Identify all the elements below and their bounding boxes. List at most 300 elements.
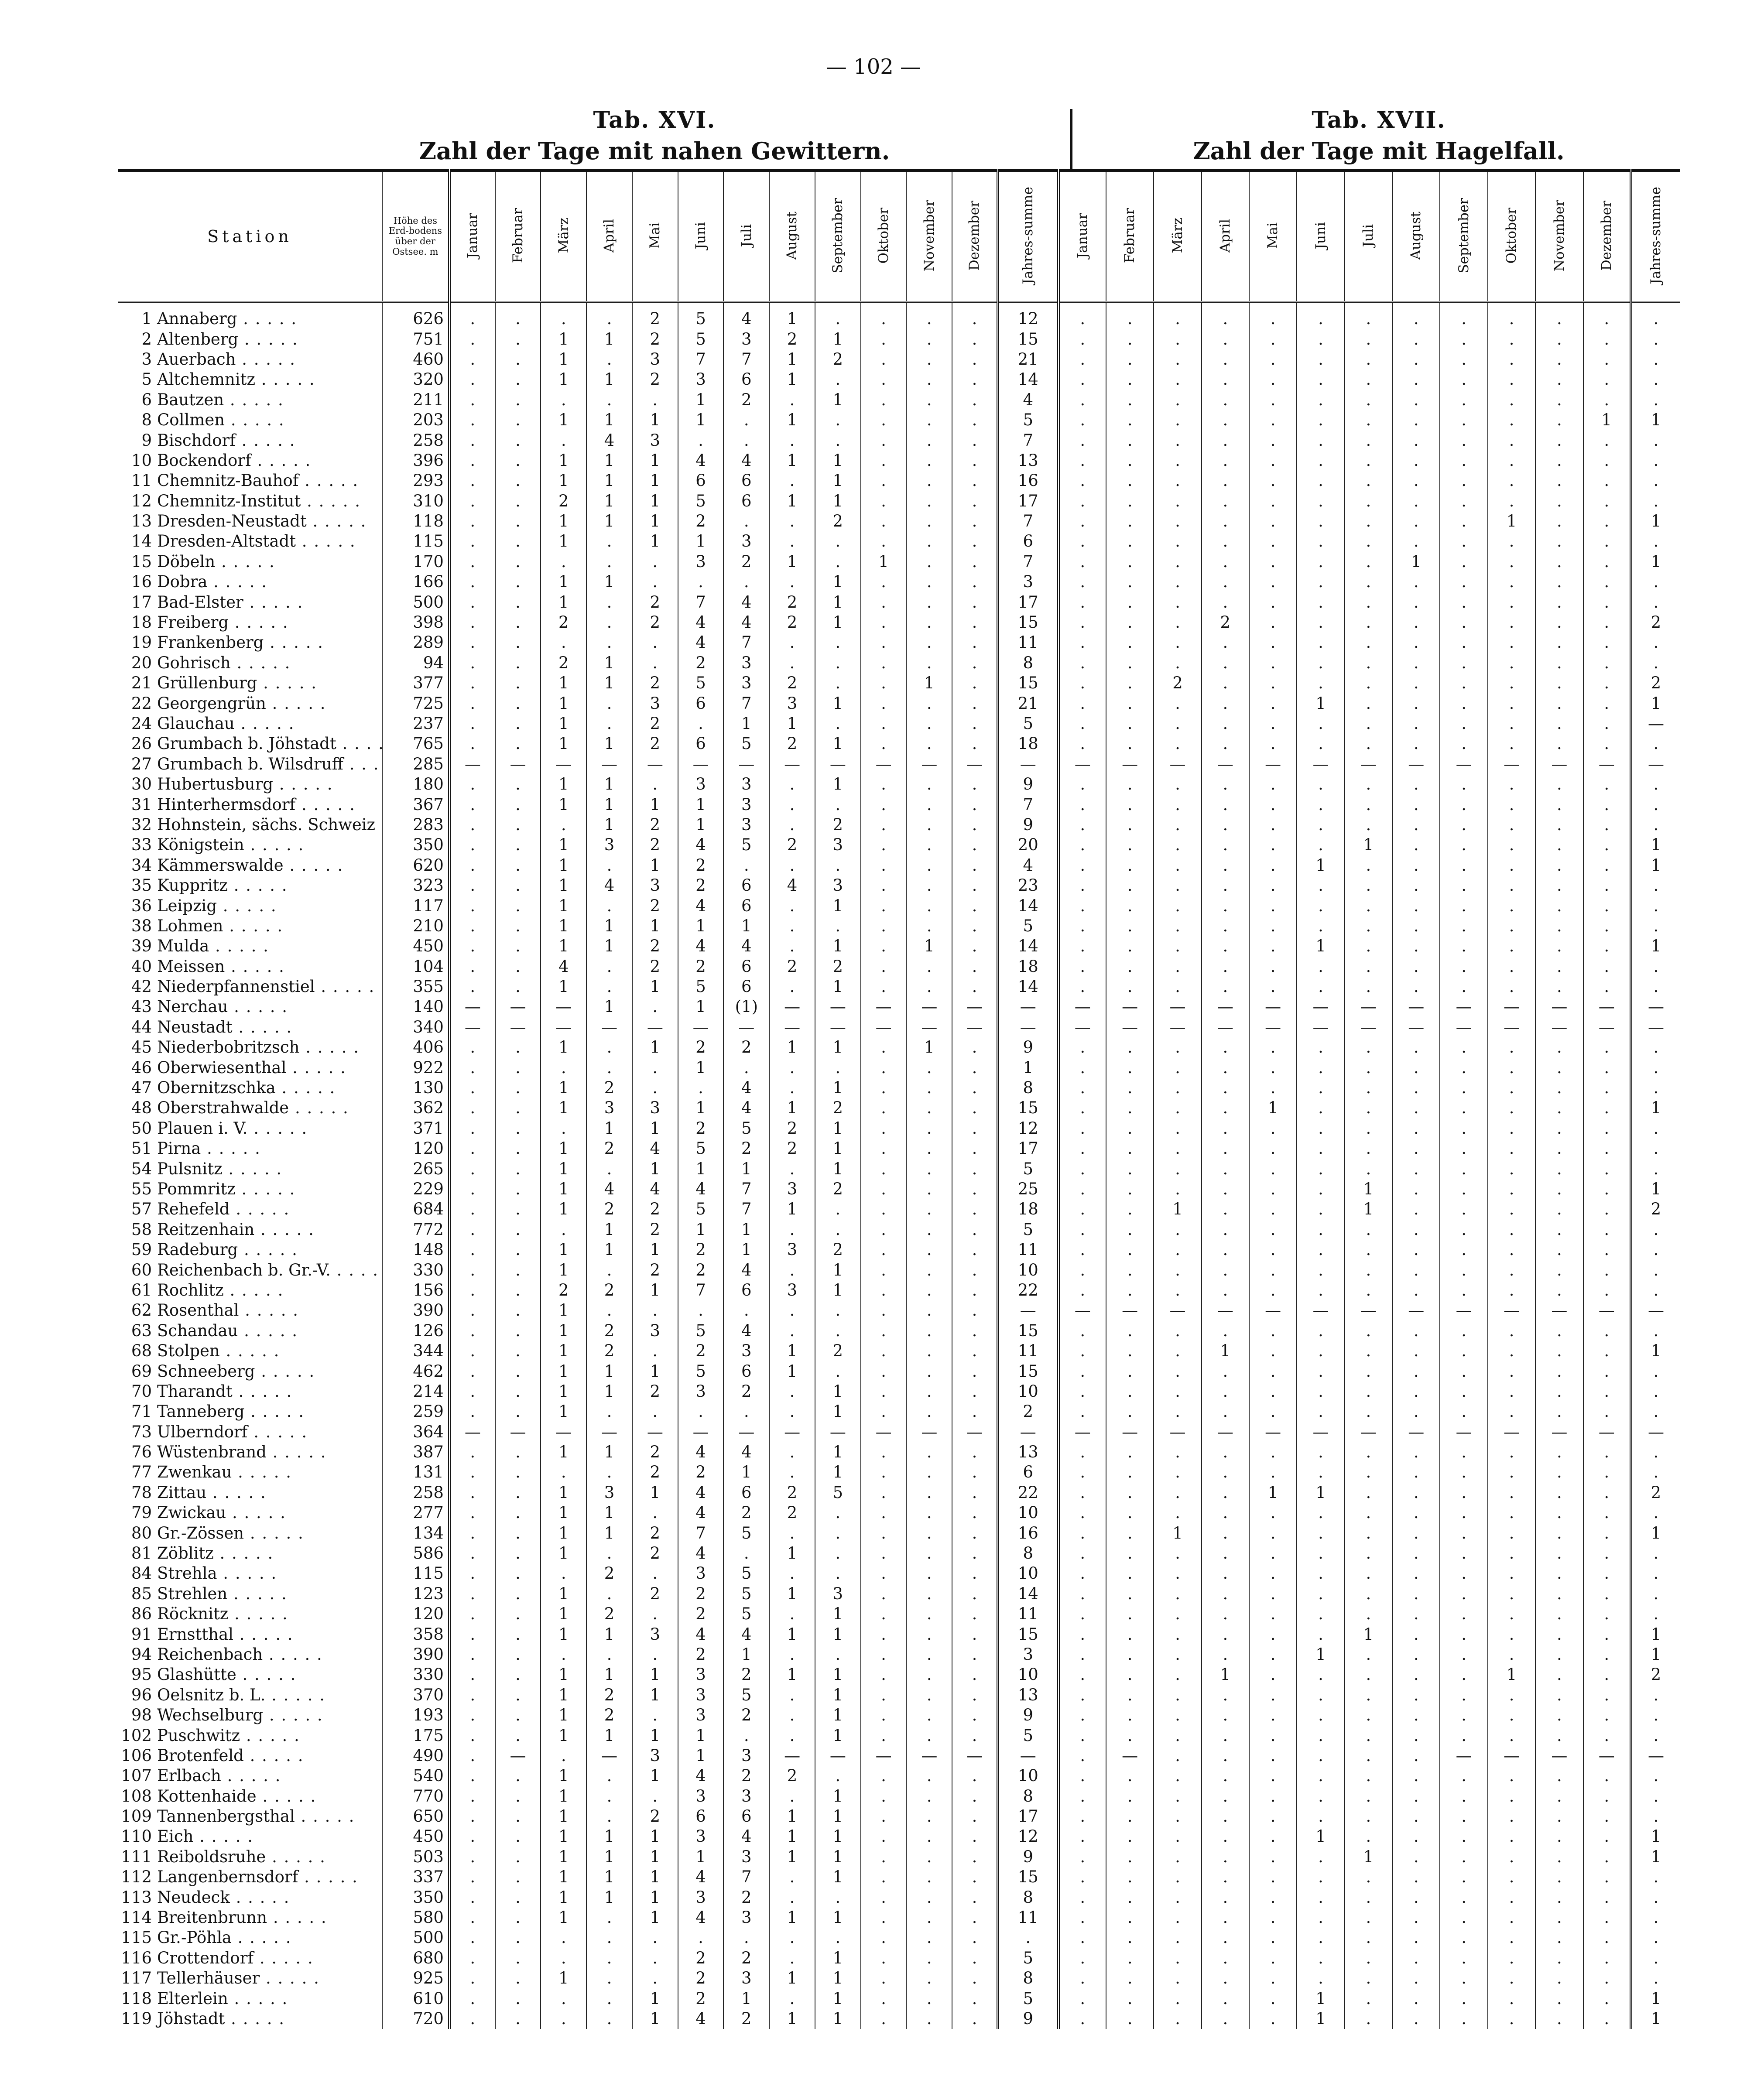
jahressumme-cell: 23 (998, 876, 1058, 896)
value-cell: 1 (769, 1584, 815, 1604)
value-cell: . (1249, 1321, 1297, 1341)
station-name: Bockendorf . . (157, 451, 311, 470)
station-name: Niederpfannenstiel . . (157, 977, 375, 996)
value-cell: . (861, 531, 907, 551)
value-cell: . (861, 471, 907, 491)
value-cell: . (952, 693, 998, 713)
value-cell: . (1249, 1523, 1297, 1543)
station-number: 48 (131, 1098, 152, 1118)
value-cell: . (1058, 1179, 1106, 1199)
value-cell: . (1535, 977, 1583, 997)
station-cell (118, 673, 382, 693)
value-cell: 5 (678, 1199, 724, 1219)
value-cell: . (449, 1645, 495, 1665)
value-cell: — (1583, 997, 1631, 1017)
value-cell: . (1392, 612, 1440, 633)
jahressumme-cell: 15 (998, 1361, 1058, 1381)
station-name: Wüstenbrand . . (157, 1443, 327, 1461)
hoehe-cell: 540 (382, 1766, 449, 1786)
value-cell: . (1202, 1361, 1249, 1381)
value-cell: . (632, 1300, 678, 1320)
value-cell: . (906, 471, 952, 491)
value-cell: 1 (541, 451, 586, 471)
jahressumme-cell: 8 (998, 1968, 1058, 1988)
value-cell: . (678, 572, 724, 592)
value-cell: . (1202, 1786, 1249, 1806)
jahressumme-cell: 17 (998, 1139, 1058, 1159)
value-cell: . (1249, 430, 1297, 450)
value-cell: . (1535, 714, 1583, 734)
hoehe-cell: 650 (382, 1806, 449, 1826)
station-number: 24 (131, 714, 152, 733)
value-cell: . (1440, 1948, 1487, 1968)
value-cell: . (952, 1705, 998, 1725)
value-cell: . (1488, 1280, 1535, 1300)
value-cell: 1 (586, 815, 632, 835)
gew-header-month-10-label: November (921, 199, 937, 272)
value-cell: . (541, 1746, 586, 1766)
station-name: Rosenthal . . (157, 1301, 299, 1320)
gew-header-month-10 (906, 171, 952, 302)
station-number: 12 (131, 491, 152, 510)
value-cell: . (1583, 1462, 1631, 1482)
value-cell: — (1488, 997, 1535, 1017)
value-cell: . (1154, 1078, 1201, 1098)
value-cell: . (1249, 1503, 1297, 1523)
value-cell: . (449, 1341, 495, 1361)
value-cell: . (1202, 774, 1249, 794)
value-cell: . (1154, 511, 1201, 531)
station-number: 33 (131, 835, 152, 855)
value-cell: 4 (678, 1179, 724, 1199)
value-cell: . (769, 1563, 815, 1584)
value-cell: . (1440, 1665, 1487, 1685)
value-cell: . (495, 734, 541, 754)
jahressumme-cell: 14 (998, 977, 1058, 997)
value-cell: . (1249, 1037, 1297, 1057)
value-cell: 1 (815, 977, 861, 997)
value-cell: . (1488, 1199, 1535, 1219)
value-cell: . (1392, 835, 1440, 855)
value-cell: . (495, 977, 541, 997)
value-cell: . (1345, 1139, 1392, 1159)
hoehe-cell: 170 (382, 552, 449, 572)
table-row (118, 997, 1680, 1017)
value-cell: . (861, 1159, 907, 1179)
station-name: Oberstrahwalde . . (157, 1098, 349, 1117)
station-name: Leipzig . . (157, 896, 277, 915)
value-cell: . (495, 1543, 541, 1563)
station-number: 117 (121, 1969, 152, 1988)
value-cell: . (449, 815, 495, 835)
value-cell: — (952, 1017, 998, 1037)
jahressumme-cell: 11 (998, 633, 1058, 653)
value-cell: . (1297, 1685, 1344, 1705)
value-cell: . (1583, 2009, 1631, 2029)
value-cell: 6 (723, 896, 769, 916)
jahressumme-cell: . (1631, 1037, 1680, 1057)
value-cell: . (1058, 835, 1106, 855)
value-cell: . (1583, 1645, 1631, 1665)
value-cell: . (1202, 1402, 1249, 1422)
value-cell: — (632, 1422, 678, 1442)
value-cell: . (1154, 1159, 1201, 1179)
value-cell: — (1249, 1422, 1297, 1442)
value-cell: . (495, 1240, 541, 1260)
value-cell: . (952, 977, 998, 997)
value-cell: . (1392, 1483, 1440, 1503)
value-cell: . (586, 1057, 632, 1077)
value-cell: 2 (632, 957, 678, 977)
value-cell: 6 (723, 977, 769, 997)
value-cell: 2 (723, 1382, 769, 1402)
value-cell: . (1345, 876, 1392, 896)
value-cell: . (1202, 1928, 1249, 1948)
value-cell: . (1535, 1078, 1583, 1098)
value-cell: . (1154, 1968, 1201, 1988)
value-cell: . (1058, 916, 1106, 936)
value-cell: 3 (723, 531, 769, 551)
value-cell: . (1058, 1543, 1106, 1563)
value-cell: . (1583, 1604, 1631, 1624)
station-number: 61 (131, 1280, 152, 1300)
value-cell: 1 (769, 1908, 815, 1928)
value-cell: . (449, 1118, 495, 1139)
station-name: Reichenbach . . (157, 1645, 323, 1664)
value-cell: . (1106, 1260, 1154, 1280)
value-cell: 1 (815, 1988, 861, 2008)
value-cell: . (952, 302, 998, 329)
value-cell: 2 (815, 511, 861, 531)
value-cell: . (723, 430, 769, 450)
value-cell: . (449, 390, 495, 410)
hagel-header-jahressumme (1631, 171, 1680, 302)
value-cell: . (1535, 1988, 1583, 2008)
value-cell: . (1106, 410, 1154, 430)
value-cell: . (495, 794, 541, 814)
value-cell: 1 (586, 369, 632, 390)
value-cell: 1 (632, 977, 678, 997)
value-cell: 1 (541, 349, 586, 369)
value-cell: . (1583, 1523, 1631, 1543)
hoehe-cell: 770 (382, 1786, 449, 1806)
jahressumme-cell: — (998, 754, 1058, 774)
value-cell: 2 (723, 1766, 769, 1786)
gew-header-month-9 (861, 171, 907, 302)
value-cell: 1 (769, 2009, 815, 2029)
value-cell: . (449, 491, 495, 511)
station-cell (118, 531, 382, 551)
value-cell: 3 (678, 1665, 724, 1685)
station-name: Kottenhaide . . (157, 1787, 316, 1806)
value-cell: . (1345, 1908, 1392, 1928)
value-cell: . (1297, 1948, 1344, 1968)
value-cell: . (769, 1462, 815, 1482)
value-cell: — (723, 754, 769, 774)
value-cell: . (1440, 471, 1487, 491)
value-cell: . (906, 2009, 952, 2029)
value-cell: . (1249, 451, 1297, 471)
value-cell: . (1345, 491, 1392, 511)
value-cell: . (1154, 896, 1201, 916)
value-cell: — (815, 1017, 861, 1037)
value-cell: . (586, 592, 632, 612)
value-cell: . (1154, 633, 1201, 653)
value-cell: — (1249, 997, 1297, 1017)
value-cell: . (1440, 1847, 1487, 1867)
value-cell: . (815, 1523, 861, 1543)
value-cell: . (1392, 369, 1440, 390)
station-cell (118, 1483, 382, 1503)
value-cell: . (1154, 693, 1201, 713)
value-cell: . (952, 1037, 998, 1057)
value-cell: 1 (1297, 1483, 1344, 1503)
table-body (118, 302, 1680, 2029)
value-cell: . (1154, 1321, 1201, 1341)
jahressumme-cell: . (1631, 1786, 1680, 1806)
value-cell: 3 (678, 369, 724, 390)
value-cell: 2 (815, 1098, 861, 1118)
jahressumme-cell: . (998, 1928, 1058, 1948)
value-cell: . (1345, 612, 1392, 633)
value-cell: 2 (586, 1341, 632, 1361)
value-cell: 1 (815, 1665, 861, 1685)
value-cell: . (449, 1483, 495, 1503)
value-cell: 3 (678, 1685, 724, 1705)
value-cell: — (906, 754, 952, 774)
value-cell: . (1058, 936, 1106, 956)
value-cell: 1 (678, 1098, 724, 1118)
value-cell: . (1583, 936, 1631, 956)
station-number: 50 (131, 1118, 152, 1138)
jahressumme-cell: . (1631, 1057, 1680, 1077)
hoehe-cell: 720 (382, 2009, 449, 2029)
value-cell: . (632, 1928, 678, 1948)
value-cell: . (1392, 633, 1440, 653)
value-cell: . (1202, 552, 1249, 572)
value-cell: — (541, 1017, 586, 1037)
value-cell: — (632, 1017, 678, 1037)
value-cell: . (1249, 1645, 1297, 1665)
value-cell: — (541, 1422, 586, 1442)
value-cell: 4 (723, 612, 769, 633)
value-cell: . (1202, 491, 1249, 511)
value-cell: . (1488, 1563, 1535, 1584)
table-row (118, 552, 1680, 572)
value-cell: . (952, 1948, 998, 1968)
value-cell: . (1345, 390, 1392, 410)
value-cell: . (1392, 1584, 1440, 1604)
value-cell: . (449, 693, 495, 713)
value-cell: . (1058, 612, 1106, 633)
jahressumme-cell: . (1631, 1260, 1680, 1280)
table-row (118, 451, 1680, 471)
value-cell: 4 (678, 1483, 724, 1503)
value-cell: . (1488, 835, 1535, 855)
value-cell: — (1440, 997, 1487, 1017)
value-cell: . (1106, 1341, 1154, 1361)
value-cell: . (1154, 1240, 1201, 1260)
table-row (118, 1118, 1680, 1139)
station-number: 85 (131, 1584, 152, 1603)
value-cell: . (861, 1260, 907, 1280)
table-row (118, 1382, 1680, 1402)
value-cell: — (1583, 1017, 1631, 1037)
value-cell: . (1440, 1543, 1487, 1563)
value-cell: . (952, 471, 998, 491)
value-cell: . (1106, 552, 1154, 572)
station-number: 36 (131, 896, 152, 915)
value-cell: . (1488, 430, 1535, 450)
value-cell: — (906, 1017, 952, 1037)
value-cell: . (1440, 531, 1487, 551)
value-cell: . (1583, 471, 1631, 491)
value-cell: . (1202, 1037, 1249, 1057)
value-cell: . (1154, 1139, 1201, 1159)
station-cell (118, 2009, 382, 2029)
table-row (118, 1321, 1680, 1341)
value-cell: . (1392, 1382, 1440, 1402)
value-cell: . (1535, 430, 1583, 450)
value-cell: . (1440, 1624, 1487, 1644)
value-cell: . (1440, 1908, 1487, 1928)
value-cell: — (906, 997, 952, 1017)
value-cell: 1 (632, 511, 678, 531)
value-cell: . (495, 369, 541, 390)
station-cell (118, 633, 382, 653)
value-cell: — (1392, 1017, 1440, 1037)
station-number: 32 (131, 815, 152, 834)
value-cell: 1 (678, 815, 724, 835)
value-cell: . (1488, 633, 1535, 653)
value-cell: — (541, 754, 586, 774)
station-name: Plauen i. V. . . (157, 1119, 308, 1138)
value-cell: . (815, 1766, 861, 1786)
table-row (118, 612, 1680, 633)
table-row (118, 1017, 1680, 1037)
value-cell: . (1583, 1705, 1631, 1725)
value-cell: . (1058, 794, 1106, 814)
jahressumme-cell: 17 (998, 491, 1058, 511)
value-cell: . (1154, 977, 1201, 997)
value-cell: . (1249, 1199, 1297, 1219)
value-cell: . (1154, 734, 1201, 754)
value-cell: 1 (541, 531, 586, 551)
value-cell: . (449, 1806, 495, 1826)
value-cell: . (952, 1139, 998, 1159)
value-cell: 2 (769, 329, 815, 349)
hoehe-cell: 450 (382, 936, 449, 956)
value-cell: . (1488, 936, 1535, 956)
value-cell: . (1583, 835, 1631, 855)
value-cell: . (1488, 1220, 1535, 1240)
value-cell: . (1583, 1280, 1631, 1300)
value-cell: — (1154, 754, 1201, 774)
value-cell: — (632, 754, 678, 774)
value-cell: . (1392, 916, 1440, 936)
value-cell: 1 (632, 1908, 678, 1928)
value-cell: 5 (815, 1483, 861, 1503)
station-name: Radeburg . . (157, 1240, 298, 1259)
value-cell: 5 (723, 1118, 769, 1139)
value-cell: . (1058, 1483, 1106, 1503)
value-cell: . (1106, 451, 1154, 471)
value-cell: . (952, 653, 998, 673)
value-cell: . (1440, 977, 1487, 997)
jahressumme-cell: 1 (1631, 1645, 1680, 1665)
value-cell: 1 (586, 329, 632, 349)
value-cell: 1 (723, 916, 769, 936)
value-cell: . (1297, 714, 1344, 734)
value-cell: . (1535, 1220, 1583, 1240)
value-cell: . (495, 896, 541, 916)
station-name: Ernstthal . . (157, 1625, 294, 1644)
value-cell: . (1249, 1665, 1297, 1685)
value-cell: . (1440, 1260, 1487, 1280)
station-number: 17 (131, 592, 152, 612)
value-cell: 1 (678, 1847, 724, 1867)
value-cell: . (495, 552, 541, 572)
value-cell: . (1154, 1705, 1201, 1725)
station-cell (118, 1220, 382, 1240)
value-cell: 1 (815, 1826, 861, 1847)
station-number: 43 (131, 997, 152, 1016)
value-cell: . (1440, 957, 1487, 977)
value-cell: . (861, 511, 907, 531)
jahressumme-cell: 4 (998, 390, 1058, 410)
station-cell (118, 1402, 382, 1422)
value-cell: . (1583, 1624, 1631, 1644)
value-cell: . (1535, 1341, 1583, 1361)
value-cell: . (906, 1543, 952, 1563)
jahressumme-cell: 6 (998, 531, 1058, 551)
table-row (118, 1199, 1680, 1219)
hoehe-cell: 344 (382, 1341, 449, 1361)
value-cell: . (1583, 1725, 1631, 1745)
value-cell: . (449, 876, 495, 896)
value-cell: 1 (678, 1220, 724, 1240)
value-cell: . (906, 1523, 952, 1543)
value-cell: 3 (678, 552, 724, 572)
value-cell: . (1440, 1685, 1487, 1705)
table-row (118, 1057, 1680, 1077)
station-number: 60 (131, 1260, 152, 1279)
value-cell: . (1535, 1908, 1583, 1928)
station-number: 58 (131, 1220, 152, 1239)
value-cell: . (1058, 1098, 1106, 1118)
value-cell: . (1345, 1442, 1392, 1462)
value-cell: . (1106, 1139, 1154, 1159)
station-cell (118, 592, 382, 612)
value-cell: . (906, 1988, 952, 2008)
value-cell: . (495, 1442, 541, 1462)
value-cell: . (1249, 349, 1297, 369)
station-number: 115 (121, 1928, 152, 1947)
value-cell: . (1106, 1503, 1154, 1523)
value-cell: . (952, 1928, 998, 1948)
value-cell: . (586, 390, 632, 410)
value-cell: . (1297, 1078, 1344, 1098)
value-cell: . (449, 592, 495, 612)
value-cell: . (861, 896, 907, 916)
jahressumme-cell: 8 (998, 1543, 1058, 1563)
value-cell: 1 (632, 855, 678, 876)
value-cell: 1 (1488, 511, 1535, 531)
value-cell: . (1297, 572, 1344, 592)
value-cell: . (723, 855, 769, 876)
value-cell: . (1440, 876, 1487, 896)
value-cell: . (449, 1563, 495, 1584)
